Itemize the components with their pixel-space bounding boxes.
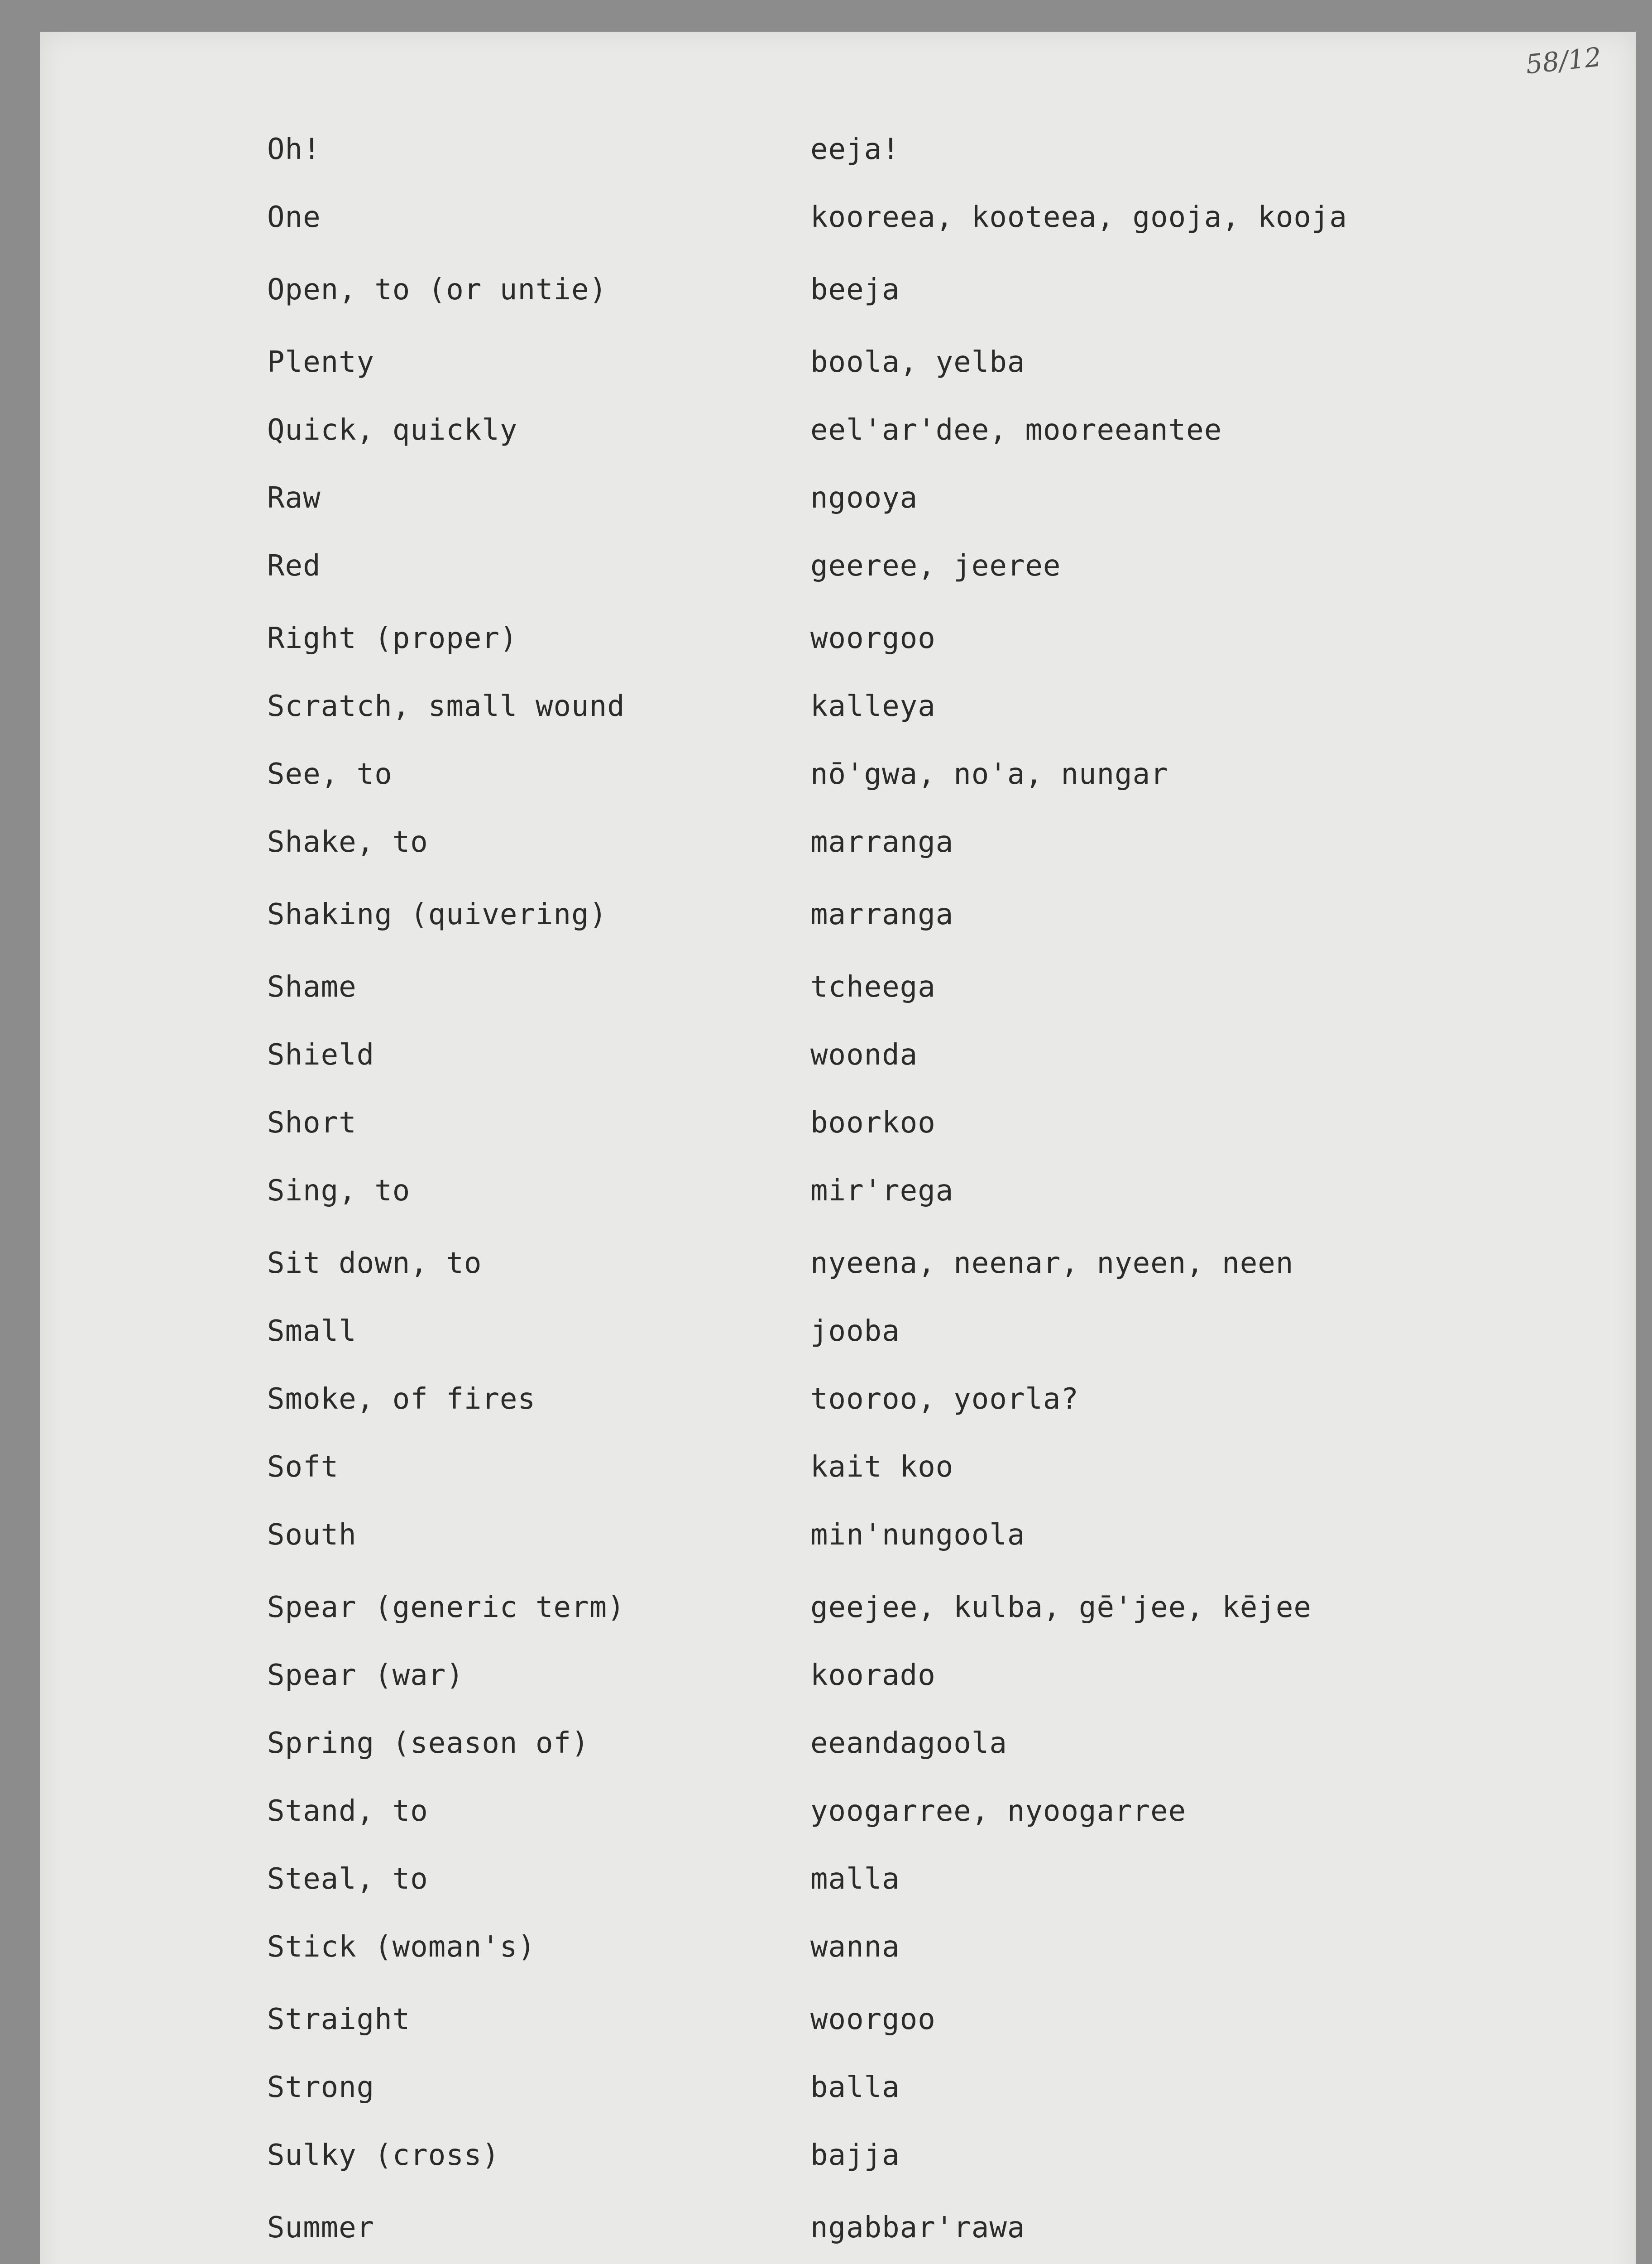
native-term: woorgoo bbox=[810, 2003, 936, 2036]
english-term: Spring (season of) bbox=[267, 1727, 589, 1760]
native-term: beeja bbox=[810, 273, 900, 307]
native-term: nyeena, neenar, nyeen, neen bbox=[810, 1247, 1294, 1280]
english-term: Oh! bbox=[267, 133, 321, 166]
english-term: Soft bbox=[267, 1450, 339, 1484]
native-term: woorgoo bbox=[810, 622, 936, 655]
native-term: min'nungoola bbox=[810, 1518, 1025, 1552]
english-term: Right (proper) bbox=[267, 622, 518, 655]
english-term: Raw bbox=[267, 481, 321, 515]
english-term: Sing, to bbox=[267, 1174, 411, 1208]
native-term: eeja! bbox=[810, 133, 900, 166]
native-term: marranga bbox=[810, 898, 954, 931]
english-term: Quick, quickly bbox=[267, 413, 518, 447]
native-term: woonda bbox=[810, 1038, 918, 1072]
english-term: Straight bbox=[267, 2003, 411, 2036]
english-term: Shaking (quivering) bbox=[267, 898, 608, 931]
english-term: Plenty bbox=[267, 345, 375, 379]
english-term: Sulky (cross) bbox=[267, 2139, 500, 2172]
native-term: wanna bbox=[810, 1930, 900, 1964]
native-term: koorado bbox=[810, 1659, 936, 1692]
native-term: kait koo bbox=[810, 1450, 954, 1484]
native-term: geeree, jeeree bbox=[810, 549, 1061, 583]
english-term: Steal, to bbox=[267, 1862, 428, 1896]
english-term: Spear (generic term) bbox=[267, 1591, 625, 1624]
english-term: Short bbox=[267, 1106, 357, 1140]
english-term: Spear (war) bbox=[267, 1659, 464, 1692]
english-term: Stick (woman's) bbox=[267, 1930, 536, 1964]
native-term: balla bbox=[810, 2071, 900, 2104]
english-term: One bbox=[267, 201, 321, 234]
native-term: ngooya bbox=[810, 481, 918, 515]
native-term: marranga bbox=[810, 825, 954, 859]
native-term: malla bbox=[810, 1862, 900, 1896]
english-term: Sit down, to bbox=[267, 1247, 482, 1280]
native-term: eel'ar'dee, mooreeantee bbox=[810, 413, 1222, 447]
english-term: South bbox=[267, 1518, 357, 1552]
native-term: bajja bbox=[810, 2139, 900, 2172]
native-term: ngabbar'rawa bbox=[810, 2211, 1025, 2245]
native-term: kalleya bbox=[810, 690, 936, 723]
english-term: See, to bbox=[267, 758, 393, 791]
english-term: Strong bbox=[267, 2071, 375, 2104]
native-term: jooba bbox=[810, 1314, 900, 1348]
native-term: mir'rega bbox=[810, 1174, 954, 1208]
native-term: yoogarree, nyoogarree bbox=[810, 1794, 1187, 1828]
english-term: Shake, to bbox=[267, 825, 428, 859]
native-term: boorkoo bbox=[810, 1106, 936, 1140]
native-term: tooroo, yoorla? bbox=[810, 1382, 1079, 1416]
english-term: Small bbox=[267, 1314, 357, 1348]
native-term: eeandagoola bbox=[810, 1727, 1007, 1760]
english-term: Shame bbox=[267, 970, 357, 1004]
native-term: kooreea, kooteea, gooja, kooja bbox=[810, 201, 1347, 234]
page-reference: 58/12 bbox=[1524, 41, 1603, 80]
english-term: Summer bbox=[267, 2211, 375, 2245]
english-term: Scratch, small wound bbox=[267, 690, 625, 723]
native-term: boola, yelba bbox=[810, 345, 1025, 379]
english-term: Open, to (or untie) bbox=[267, 273, 608, 307]
english-term: Stand, to bbox=[267, 1794, 428, 1828]
native-term: nō'gwa, no'a, nungar bbox=[810, 758, 1168, 791]
native-term: geejee, kulba, gē'jee, kējee bbox=[810, 1591, 1312, 1624]
english-term: Shield bbox=[267, 1038, 375, 1072]
english-term: Red bbox=[267, 549, 321, 583]
english-term: Smoke, of fires bbox=[267, 1382, 536, 1416]
native-term: tcheega bbox=[810, 970, 936, 1004]
